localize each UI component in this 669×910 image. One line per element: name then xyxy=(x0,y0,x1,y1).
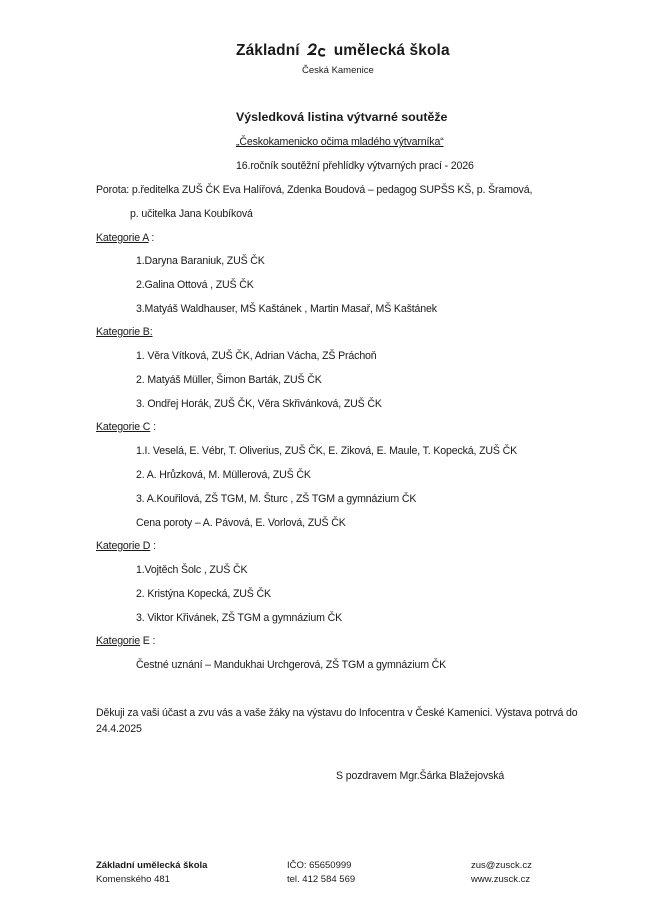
category-label: Kategorie D xyxy=(96,540,151,552)
jury-line-1: Porota: p.ředitelka ZUŠ ČK Eva Halířová, Zdenka Boudová – pedagog SUPŠS KŠ, p. Šramová, xyxy=(96,184,533,196)
school-name-part1: Základní xyxy=(236,42,300,59)
contest-name: „Českokamenicko očima mladého výtvarníka“ xyxy=(236,136,444,148)
category-suffix: E : xyxy=(140,635,156,647)
school-name-part2: umělecká škola xyxy=(333,42,450,59)
contest-edition: 16.ročník soutěžní přehlídky výtvarných prací - 2026 xyxy=(236,160,474,172)
result-entry: 2. Kristýna Kopecká, ZUŠ ČK xyxy=(136,588,271,600)
footer-web-link[interactable]: www.zusck.cz xyxy=(471,874,531,885)
result-entry: 1. Věra Vítková, ZUŠ ČK, Adrian Vácha, ZŠ Práchoň xyxy=(136,350,377,362)
category-heading xyxy=(96,421,156,433)
category-label: Kategorie C xyxy=(96,421,151,433)
result-entry: 2. A. Hrůzková, M. Müllerová, ZUŠ ČK xyxy=(136,469,311,481)
result-entry: Čestné uznání – Mandukhai Urchgerová, ZŠ TGM a gymnázium ČK xyxy=(136,659,447,671)
invitation-line-1: Děkuji za vaši účast a zvu vás a vaše žáky na výstavu do Infocentra v České Kamenici. Výstava potrvá do xyxy=(96,707,578,719)
footer-school-name: Základní umělecká škola xyxy=(96,860,208,871)
result-entry: 2.Galina Ottová , ZUŠ ČK xyxy=(136,279,254,291)
result-entry: 2. Matyáš Müller, Šimon Barták, ZUŠ ČK xyxy=(136,374,322,386)
result-entry: 3. A.Kouřilová, ZŠ TGM, M. Šturc , ZŠ TGM a gymnázium ČK xyxy=(136,493,417,505)
category-heading xyxy=(96,326,153,338)
category-heading xyxy=(96,540,156,552)
category-suffix: : xyxy=(148,232,155,244)
category-heading xyxy=(96,635,155,647)
category-label: Kategorie A xyxy=(96,232,149,244)
category-label: Kategorie xyxy=(96,635,140,647)
category-label: Kategorie B: xyxy=(96,326,153,338)
footer-ico: IČO: 65650999 xyxy=(287,860,352,871)
result-entry: 3. Ondřej Horák, ZUŠ ČK, Věra Skřivánková, ZUŠ ČK xyxy=(136,398,382,410)
school-logo-icon xyxy=(307,42,327,60)
signature: S pozdravem Mgr.Šárka Blažejovská xyxy=(336,770,505,782)
result-entry: 1.Daryna Baraniuk, ZUŠ ČK xyxy=(136,255,265,267)
invitation-line-2: 24.4.2025 xyxy=(96,723,142,735)
result-entry: Cena poroty – A. Pávová, E. Vorlová, ZUŠ ČK xyxy=(136,517,346,529)
document-title: Výsledková listina výtvarné soutěže xyxy=(236,110,448,124)
category-suffix: : xyxy=(150,540,156,552)
school-name xyxy=(236,42,450,60)
result-entry: 3.Matyáš Waldhauser, MŠ Kaštánek , Martin Masař, MŠ Kaštánek xyxy=(136,303,437,315)
result-entry: 1.Vojtěch Šolc , ZUŠ ČK xyxy=(136,564,248,576)
footer-address: Komenského 481 xyxy=(96,874,170,885)
category-suffix: : xyxy=(150,421,156,433)
jury-line-2: p. učitelka Jana Koubíková xyxy=(130,208,253,220)
footer-phone: tel. 412 584 569 xyxy=(287,874,356,885)
result-entry: 1.I. Veselá, E. Vébr, T. Oliverius, ZUŠ ČK, E. Ziková, E. Maule, T. Kopecká, ZUŠ ČK xyxy=(136,445,518,457)
result-entry: 3. Viktor Křivánek, ZŠ TGM a gymnázium ČK xyxy=(136,612,342,624)
footer-email-link[interactable]: zus@zusck.cz xyxy=(471,860,532,871)
school-city: Česká Kamenice xyxy=(302,65,374,76)
category-heading xyxy=(96,232,154,244)
